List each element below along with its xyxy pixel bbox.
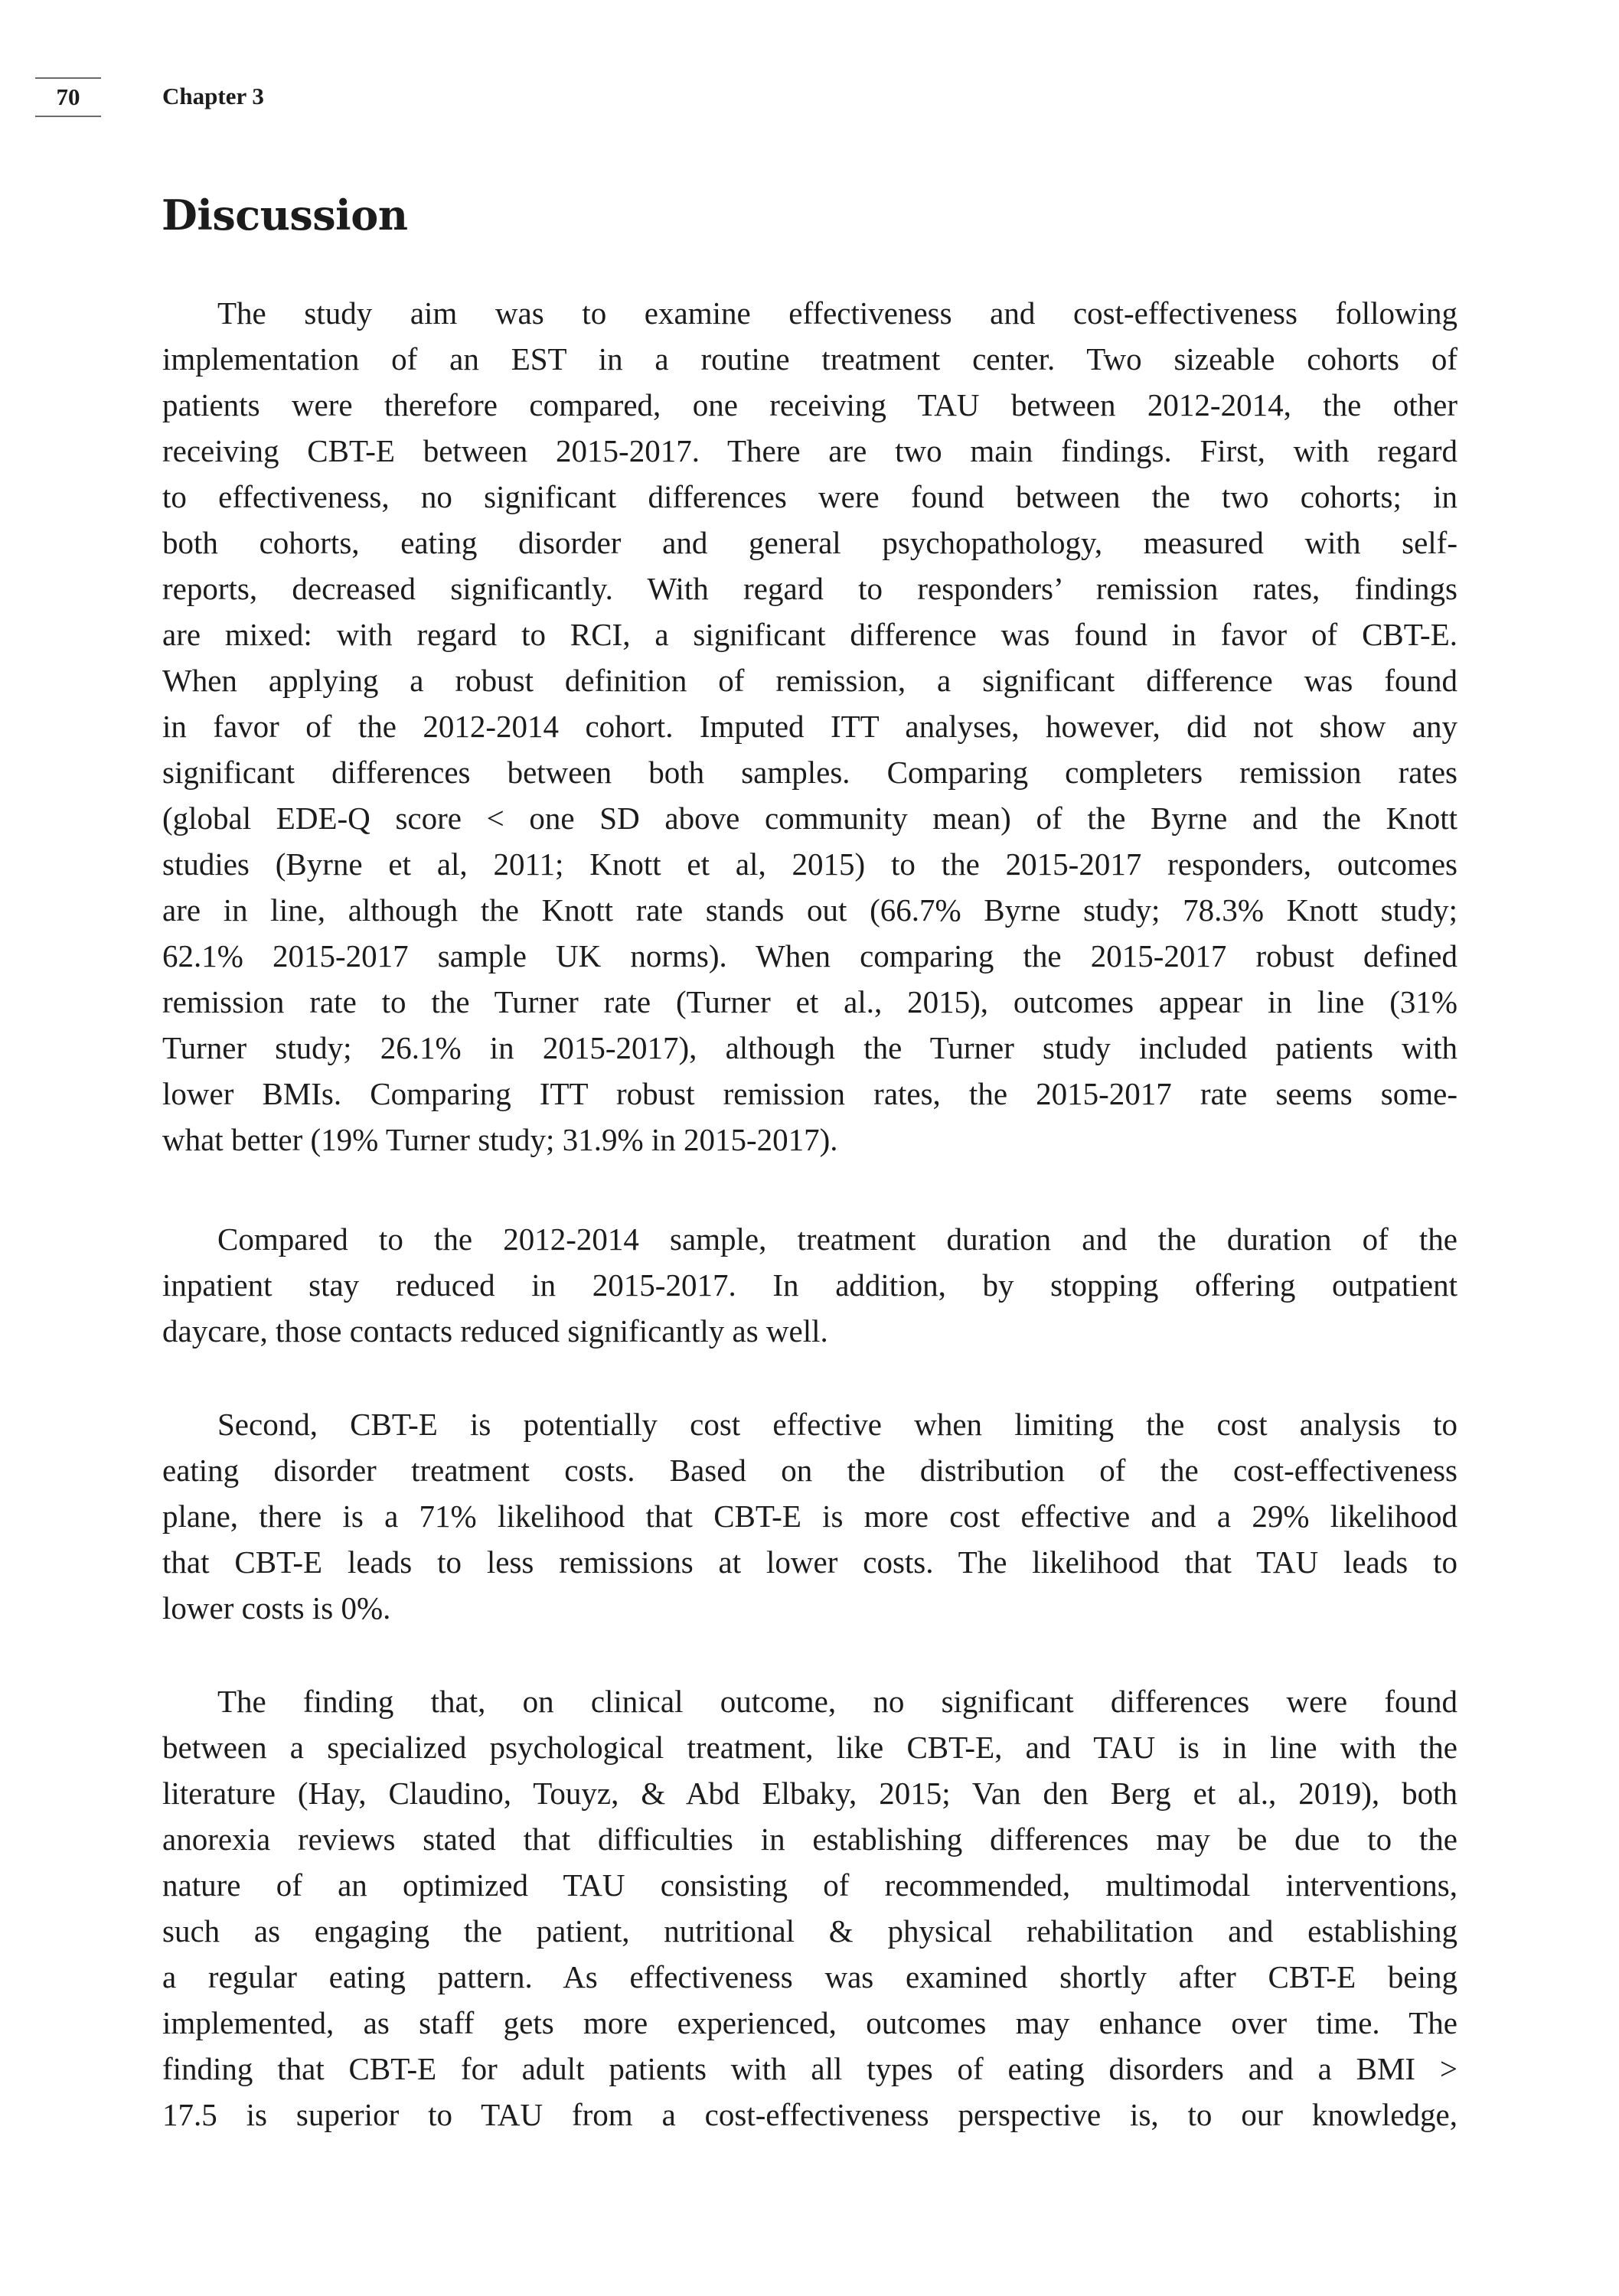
text-line: 17.5 is superior to TAU from a cost-effectiveness perspective is, to our knowledge, — [162, 2097, 1457, 2132]
paragraph-4 — [162, 1678, 1457, 2138]
text-line: what better (19% Turner study; 31.9% in 2015-2017). — [162, 1122, 838, 1157]
text-line: eating disorder treatment costs. Based on the distribution of the cost-effectiveness — [162, 1453, 1457, 1488]
paragraph-1 — [162, 290, 1457, 1163]
text-line: reports, decreased significantly. With regard to responders’ remission rates, findings — [162, 571, 1457, 606]
text-line: nature of an optimized TAU consisting of recommended, multimodal interventions, — [162, 1867, 1457, 1903]
text-line: inpatient stay reduced in 2015-2017. In addition, by stopping offering outpatient — [162, 1267, 1457, 1303]
page-number: 70 — [56, 83, 80, 110]
text-line: a regular eating pattern. As effectiveness was examined shortly after CBT-E being — [162, 1959, 1457, 1994]
paragraph-2 — [162, 1216, 1457, 1354]
text-line: literature (Hay, Claudino, Touyz, & Abd Elbaky, 2015; Van den Berg et al., 2019), both — [162, 1776, 1457, 1811]
text-line: daycare, those contacts reduced significantly as well. — [162, 1313, 828, 1349]
text-line: remission rate to the Turner rate (Turner et al., 2015), outcomes appear in line (31% — [162, 984, 1457, 1019]
text-line: The study aim was to examine effectiveness and cost-effectiveness following — [217, 295, 1457, 331]
text-line: plane, there is a 71% likelihood that CBT-E is more cost effective and a 29% likelihood — [162, 1499, 1457, 1534]
text-line: in favor of the 2012-2014 cohort. Imputed ITT analyses, however, did not show any — [162, 709, 1457, 744]
text-line: anorexia reviews stated that difficulties in establishing differences may be due to the — [162, 1821, 1457, 1857]
text-line: 62.1% 2015-2017 sample UK norms). When comparing the 2015-2017 robust defined — [162, 938, 1457, 974]
text-line: to effectiveness, no significant differences were found between the two cohorts; in — [162, 479, 1457, 514]
section-title: Discussion — [162, 191, 408, 240]
text-line: patients were therefore compared, one receiving TAU between 2012-2014, the other — [162, 387, 1457, 422]
text-line: are in line, although the Knott rate stands out (66.7% Byrne study; 78.3% Knott study; — [162, 892, 1457, 928]
text-line: both cohorts, eating disorder and general psychopathology, measured with self- — [162, 525, 1457, 560]
text-line: significant differences between both samples. Comparing completers remission rates — [162, 755, 1457, 790]
text-line: finding that CBT-E for adult patients with all types of eating disorders and a BMI > — [162, 2051, 1457, 2086]
text-line: The finding that, on clinical outcome, no significant differences were found — [217, 1684, 1457, 1719]
text-line: (global EDE-Q score < one SD above community mean) of the Byrne and the Knott — [162, 801, 1457, 836]
text-line: implementation of an EST in a routine treatment center. Two sizeable cohorts of — [162, 341, 1457, 377]
text-line: lower costs is 0%. — [162, 1590, 391, 1626]
text-line: that CBT-E leads to less remissions at lower costs. The likelihood that TAU leads to — [162, 1544, 1457, 1580]
text-line: receiving CBT-E between 2015-2017. There are two main findings. First, with regard — [162, 433, 1457, 468]
text-line: studies (Byrne et al, 2011; Knott et al, 2015) to the 2015-2017 responders, outcomes — [162, 846, 1457, 882]
text-line: such as engaging the patient, nutritional & physical rehabilitation and establishing — [162, 1913, 1457, 1949]
text-line: implemented, as staff gets more experienced, outcomes may enhance over time. The — [162, 2005, 1457, 2040]
page-number-box — [35, 77, 101, 117]
text-line: between a specialized psychological treatment, like CBT-E, and TAU is in line with the — [162, 1730, 1457, 1765]
text-line: lower BMIs. Comparing ITT robust remission rates, the 2015-2017 rate seems some- — [162, 1076, 1457, 1111]
text-line: Second, CBT-E is potentially cost effective when limiting the cost analysis to — [217, 1407, 1457, 1442]
text-line: are mixed: with regard to RCI, a significant difference was found in favor of CBT-E. — [162, 617, 1457, 652]
text-line: Turner study; 26.1% in 2015-2017), although the Turner study included patients with — [162, 1030, 1457, 1065]
paragraph-3 — [162, 1401, 1457, 1631]
text-line: When applying a robust definition of remission, a significant difference was found — [162, 663, 1457, 698]
text-line: Compared to the 2012-2014 sample, treatment duration and the duration of the — [217, 1221, 1457, 1257]
running-head-chapter: Chapter 3 — [162, 83, 264, 109]
